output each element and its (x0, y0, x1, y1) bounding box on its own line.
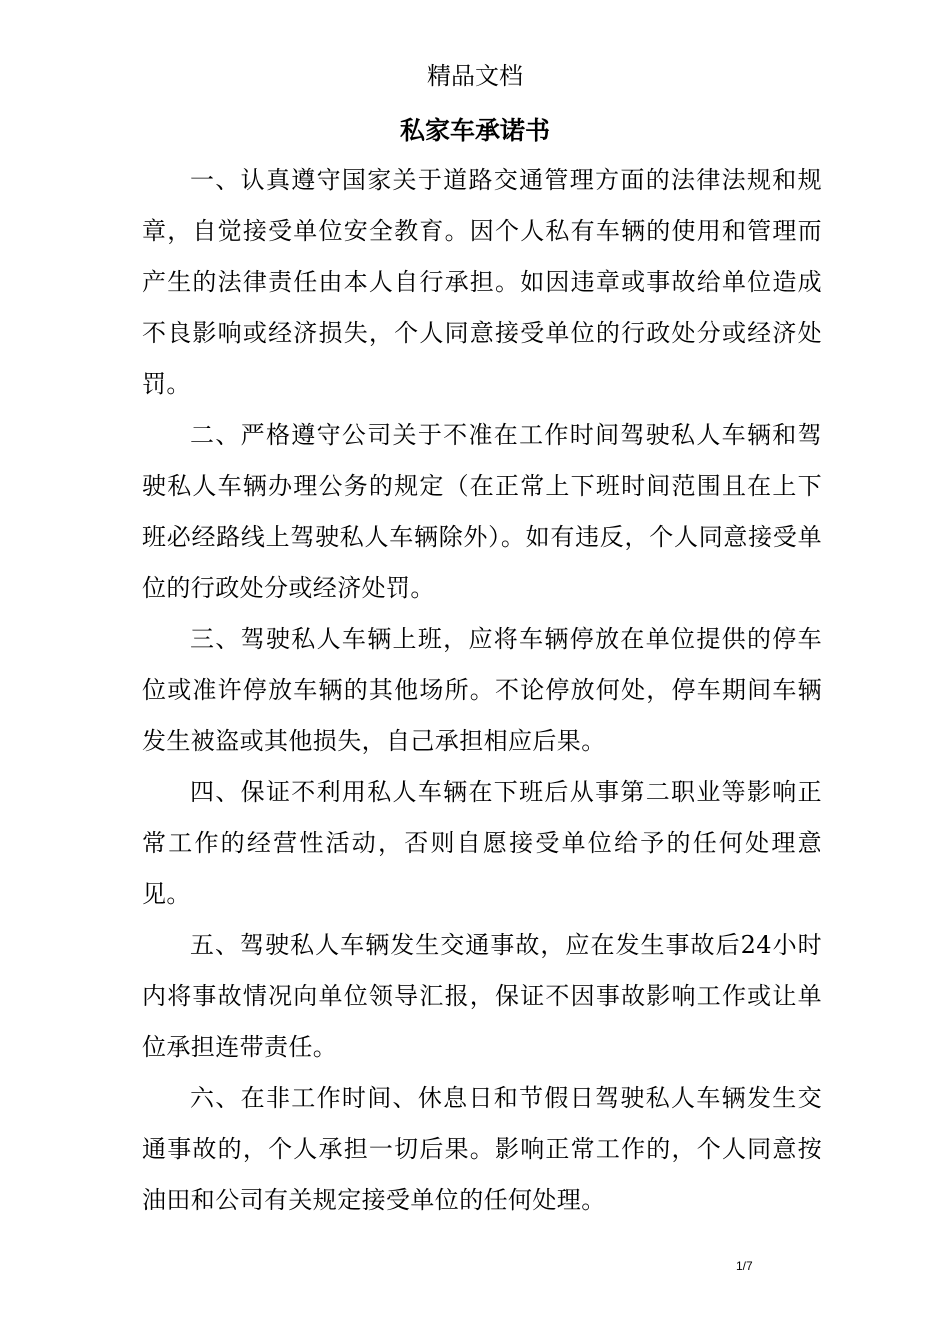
paragraph-1: 一、认真遵守国家关于道路交通管理方面的法律法规和规章，自觉接受单位安全教育。因个人私有车辆的使用和管理而产生的法律责任由本人自行承担。如因违章或事故给单位造成不良影响或经济损失，个人同意接受单位的行政处分或经济处罚。 (142, 166, 822, 398)
paragraph-3: 三、驾驶私人车辆上班，应将车辆停放在单位提供的停车位或准许停放车辆的其他场所。不论停放何处，停车期间车辆发生被盗或其他损失，自己承担相应后果。 (142, 625, 822, 755)
page-number: 1/7 (736, 1259, 753, 1273)
paragraph-4: 四、保证不利用私人车辆在下班后从事第二职业等影响正常工作的经营性活动，否则自愿接受单位给予的任何处理意见。 (142, 778, 822, 908)
paragraph-2: 二、严格遵守公司关于不准在工作时间驾驶私人车辆和驾驶私人车辆办理公务的规定（在正常上下班时间范围且在上下班必经路线上驾驶私人车辆除外）。如有违反，个人同意接受单位的行政处分或经济处罚。 (142, 421, 822, 602)
paragraph-6: 六、在非工作时间、休息日和节假日驾驶私人车辆发生交通事故的，个人承担一切后果。影响正常工作的，个人同意按油田和公司有关规定接受单位的任何处理。 (142, 1084, 822, 1214)
document-body (142, 155, 822, 1226)
document-title: 私家车承诺书 (399, 116, 550, 145)
page-header: 精品文档 (427, 62, 523, 90)
paragraph-5: 五、驾驶私人车辆发生交通事故，应在发生事故后24小时内将事故情况向单位领导汇报，保证不因事故影响工作或让单位承担连带责任。 (142, 931, 822, 1061)
